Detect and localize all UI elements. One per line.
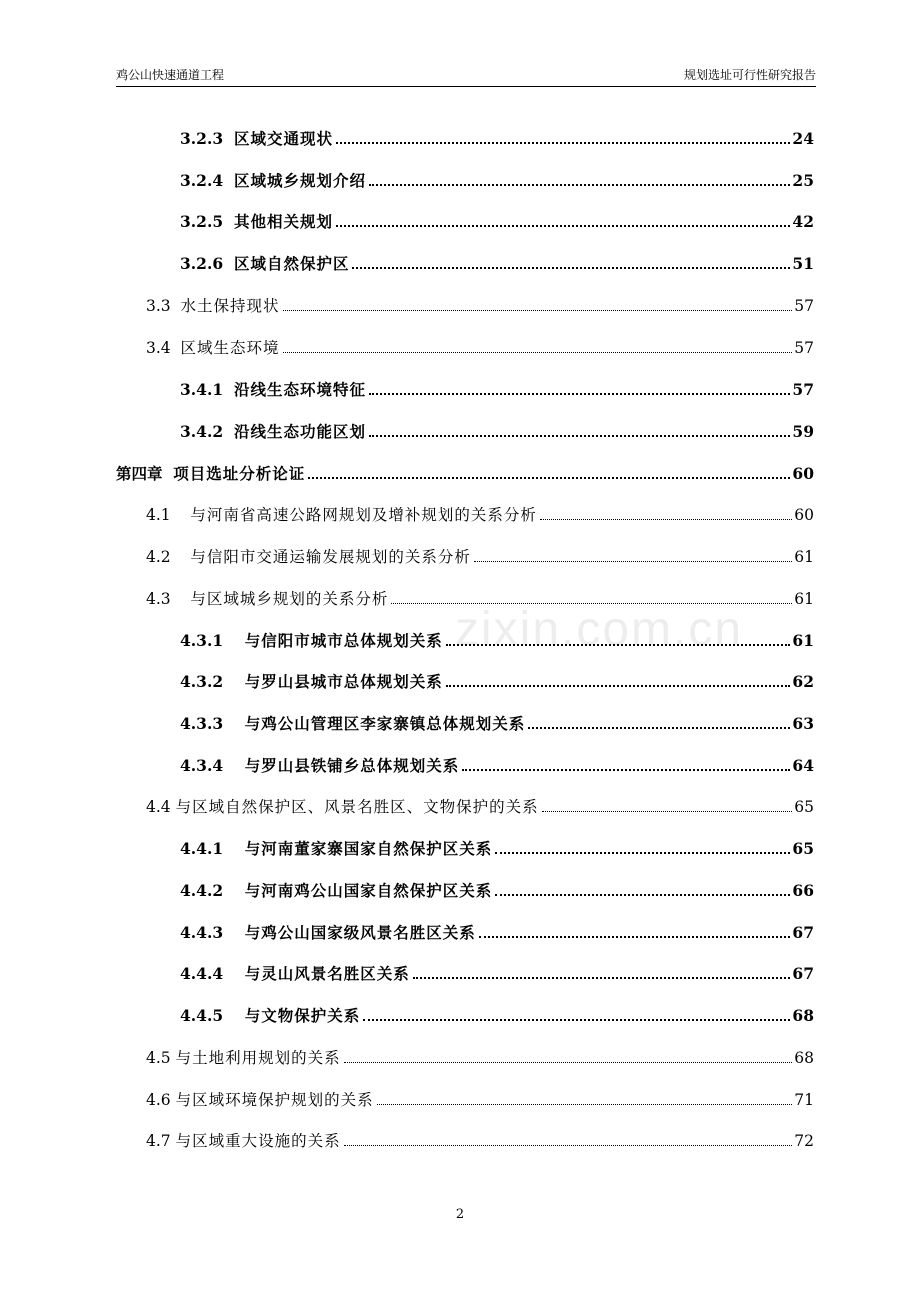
toc-entry-4-4[interactable] <box>146 796 814 818</box>
toc-number: 3.4 <box>146 339 181 357</box>
toc-title: 与河南董家寨国家自然保护区关系 <box>244 839 493 858</box>
toc-leader <box>369 184 790 186</box>
toc-entry-4-7[interactable] <box>146 1130 814 1152</box>
toc-leader <box>495 894 790 896</box>
toc-leader <box>369 393 790 395</box>
toc-title: 与区域城乡规划的关系分析 <box>190 590 389 608</box>
toc-entry-4-5[interactable] <box>146 1047 814 1069</box>
toc-number: 4.4.1 <box>180 839 245 858</box>
toc-leader <box>446 685 791 687</box>
toc-title: 与灵山风景名胜区关系 <box>244 964 410 983</box>
toc-title: 与鸡公山管理区李家寨镇总体规划关系 <box>244 714 526 733</box>
toc-leader <box>352 267 790 269</box>
toc-leader <box>446 644 791 646</box>
page-number: 2 <box>455 1207 465 1222</box>
toc-page: 57 <box>794 339 814 357</box>
toc-title: 与区域环境保护规划的关系 <box>175 1091 374 1109</box>
toc-title: 与河南鸡公山国家自然保护区关系 <box>244 881 493 900</box>
toc-title: 区域交通现状 <box>233 129 333 148</box>
toc-entry-3-4-1[interactable] <box>180 379 814 401</box>
toc-page: 61 <box>792 631 814 650</box>
toc-leader <box>474 561 792 562</box>
toc-leader <box>479 936 791 938</box>
toc-title: 与罗山县铁铺乡总体规划关系 <box>244 756 460 775</box>
toc-title: 项目选址分析论证 <box>173 464 306 483</box>
toc-page: 67 <box>792 964 814 983</box>
header-project-name: 鸡公山快速通道工程 <box>116 68 225 82</box>
toc-entry-3-2-6[interactable] <box>180 253 814 275</box>
toc-title: 沿线生态功能区划 <box>233 422 366 441</box>
toc-title: 与鸡公山国家级风景名胜区关系 <box>244 923 476 942</box>
toc-page: 61 <box>794 548 814 566</box>
toc-title: 水土保持现状 <box>180 297 280 315</box>
toc-title: 其他相关规划 <box>233 212 333 231</box>
toc-page: 60 <box>794 506 814 524</box>
toc-title: 与河南省高速公路网规划及增补规划的关系分析 <box>190 506 537 524</box>
toc-title: 与信阳市交通运输发展规划的关系分析 <box>190 548 471 566</box>
toc-number: 4.5 <box>146 1049 176 1067</box>
toc-number: 4.7 <box>146 1132 176 1150</box>
toc-title: 与区域自然保护区、风景名胜区、文物保护的关系 <box>175 798 539 816</box>
toc-title: 与文物保护关系 <box>244 1006 361 1025</box>
toc-title: 区域生态环境 <box>180 339 280 357</box>
toc-leader <box>336 225 790 227</box>
toc-leader <box>462 769 790 771</box>
toc-page: 64 <box>792 756 814 775</box>
toc-page: 68 <box>792 1006 814 1025</box>
toc-number: 4.2 <box>146 548 191 566</box>
toc-entry-4-4-3[interactable] <box>180 922 814 944</box>
toc-page: 65 <box>794 798 814 816</box>
toc-page: 57 <box>794 297 814 315</box>
toc-page: 71 <box>794 1091 814 1109</box>
toc-leader <box>413 977 791 979</box>
toc-number: 4.6 <box>146 1091 176 1109</box>
toc-page: 25 <box>792 171 814 190</box>
toc-entry-4-4-5[interactable] <box>180 1005 814 1027</box>
toc-page: 24 <box>792 129 814 148</box>
toc-entry-chapter-4[interactable] <box>116 463 814 485</box>
toc-number: 4.3.3 <box>180 714 245 733</box>
toc-page: 57 <box>792 380 814 399</box>
toc-page: 60 <box>792 464 814 483</box>
toc-leader <box>344 1145 793 1146</box>
toc-number: 4.4.3 <box>180 923 245 942</box>
toc-page: 65 <box>792 839 814 858</box>
toc-entry-3-3[interactable] <box>146 295 814 317</box>
toc-leader <box>377 1104 793 1105</box>
toc-leader <box>495 852 790 854</box>
toc-entry-3-2-5[interactable] <box>180 211 814 233</box>
toc-page: 67 <box>792 923 814 942</box>
toc-page: 59 <box>792 422 814 441</box>
toc-number: 3.2.4 <box>180 171 234 190</box>
toc-number: 第四章 <box>116 464 174 483</box>
toc-number: 4.1 <box>146 506 191 524</box>
toc-page: 42 <box>792 212 814 231</box>
toc-number: 3.2.3 <box>180 129 234 148</box>
toc-leader <box>540 519 792 520</box>
toc-number: 4.3.1 <box>180 631 245 650</box>
toc-title: 与信阳市城市总体规划关系 <box>244 631 443 650</box>
toc-number: 4.4.4 <box>180 964 245 983</box>
toc-page: 62 <box>792 672 814 691</box>
toc-number: 3.2.5 <box>180 212 234 231</box>
toc-number: 4.4 <box>146 798 176 816</box>
toc-number: 3.4.1 <box>180 380 234 399</box>
toc-title: 区域自然保护区 <box>233 254 350 273</box>
toc-entry-4-4-4[interactable] <box>180 963 814 985</box>
toc-title: 与区域重大设施的关系 <box>175 1132 341 1150</box>
toc-leader <box>363 1019 790 1021</box>
toc-entry-4-1[interactable] <box>146 504 814 526</box>
toc-entry-4-3-4[interactable] <box>180 755 814 777</box>
toc-number: 3.2.6 <box>180 254 234 273</box>
toc-title: 与罗山县城市总体规划关系 <box>244 672 443 691</box>
toc-leader <box>542 811 793 812</box>
toc-number: 4.4.2 <box>180 881 245 900</box>
toc-leader <box>528 727 790 729</box>
toc-number: 3.4.2 <box>180 422 234 441</box>
toc-entry-3-4[interactable] <box>146 337 814 359</box>
toc-page: 66 <box>792 881 814 900</box>
toc-leader <box>283 310 793 311</box>
toc-entry-4-6[interactable] <box>146 1089 814 1111</box>
toc-entry-4-3[interactable] <box>146 588 814 610</box>
toc-leader <box>283 352 793 353</box>
toc-title: 沿线生态环境特征 <box>233 380 366 399</box>
header-report-title: 规划选址可行性研究报告 <box>683 68 816 82</box>
toc-number: 4.3 <box>146 590 191 608</box>
toc-leader <box>369 435 790 437</box>
toc-page: 51 <box>792 254 814 273</box>
toc-entry-3-2-4[interactable] <box>180 170 814 192</box>
toc-title: 区域城乡规划介绍 <box>233 171 366 190</box>
toc-leader <box>308 477 790 479</box>
toc-entry-3-2-3[interactable] <box>180 128 814 150</box>
toc-page: 72 <box>794 1132 814 1150</box>
toc-number: 4.3.4 <box>180 756 245 775</box>
toc-page: 68 <box>794 1049 814 1067</box>
toc-entry-3-4-2[interactable] <box>180 421 814 443</box>
toc-title: 与土地利用规划的关系 <box>175 1049 341 1067</box>
toc-number: 3.3 <box>146 297 181 315</box>
toc-entry-4-4-1[interactable] <box>180 838 814 860</box>
toc-leader <box>336 142 790 144</box>
toc-number: 4.4.5 <box>180 1006 245 1025</box>
toc-entry-4-3-3[interactable] <box>180 713 814 735</box>
page-header <box>116 62 816 87</box>
toc-page: 61 <box>794 590 814 608</box>
toc-entry-4-2[interactable] <box>146 546 814 568</box>
toc-number: 4.3.2 <box>180 672 245 691</box>
toc-leader <box>391 603 792 604</box>
toc-page: 63 <box>792 714 814 733</box>
toc-entry-4-4-2[interactable] <box>180 880 814 902</box>
toc-entry-4-3-1[interactable] <box>180 630 814 652</box>
toc-leader <box>344 1062 793 1063</box>
toc-entry-4-3-2[interactable] <box>180 671 814 693</box>
watermark: zixin.com.cn <box>455 603 744 656</box>
